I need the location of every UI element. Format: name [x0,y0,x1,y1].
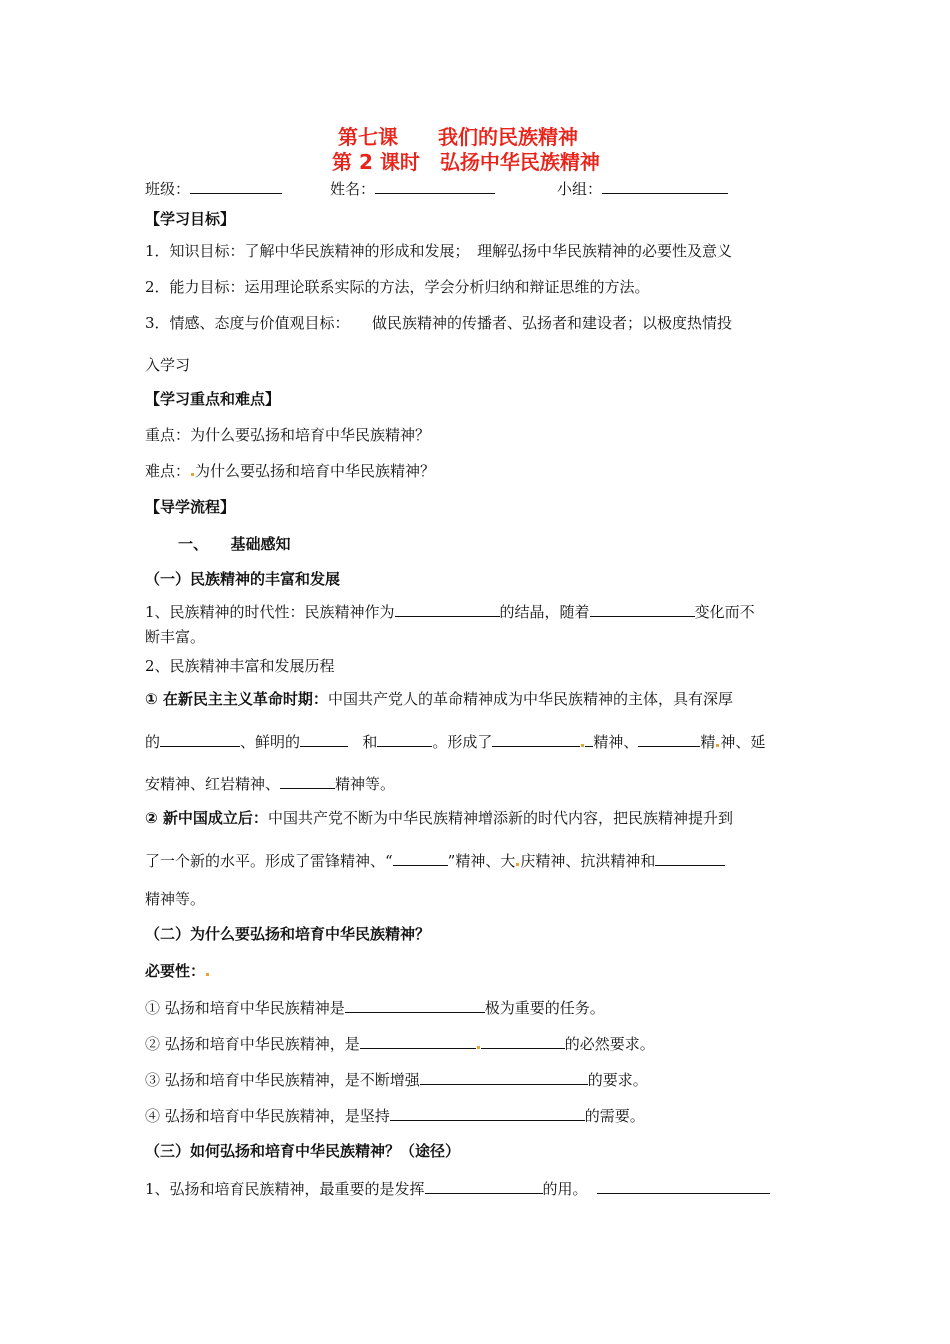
text: 精 [700,733,716,751]
blank[interactable] [655,850,725,866]
blank[interactable] [492,731,580,747]
text: 中国共产党人的革命精神成为中华民族精神的主体，具有深厚 [327,690,733,708]
difficulty-label: 难点： [145,462,191,480]
blank[interactable] [377,731,432,747]
marker-dot [516,863,519,866]
text: 极为重要的任务。 [484,999,605,1017]
blank[interactable] [395,601,500,617]
text: 的要求。 [587,1071,648,1089]
keypoints-heading: 【学习重点和难点】 [145,390,281,408]
group-blank[interactable] [602,178,728,194]
lesson-title: 第七课 我们的民族精神 [338,125,578,149]
objective-3: 3．情感、态度与价值观目标： 做民族精神的传播者、弘扬者和建设者；以极度热情投 [145,314,733,332]
text: 精神等。 [335,775,396,793]
name-label: 姓名： [330,180,376,198]
blank[interactable] [597,1178,770,1194]
blank[interactable] [160,731,240,747]
guide-heading: 【导学流程】 [145,498,236,516]
necessity-3 [145,1069,648,1090]
marker-dot [581,744,584,747]
objective-3-cont: 入学习 [145,356,191,374]
focus-point: 重点：为什么要弘扬和培育中华民族精神？ [145,426,431,444]
class-field [145,178,282,199]
objective-2: 2．能力目标：运用理论联系实际的方法，学会分析归纳和辩证思维的方法。 [145,278,650,296]
text: 的需要。 [584,1107,645,1125]
text: 安精神、红岩精神、 [145,775,281,793]
sub2-heading: （二）为什么要弘扬和培育中华民族精神？ [145,925,431,943]
necessity-1 [145,997,605,1018]
period-label: ① 在新民主主义革命时期： [145,690,328,708]
blank[interactable] [481,1033,565,1049]
name-blank[interactable] [375,178,495,194]
text: 和 [362,733,378,751]
blank[interactable] [420,1069,588,1085]
class-label: 班级： [145,180,191,198]
sub1-p4 [145,731,765,752]
text: ”精神、大 [447,852,516,870]
blank[interactable] [345,997,485,1013]
blank[interactable] [280,773,335,789]
sub1-p3 [145,689,733,709]
necessity-4 [145,1105,645,1126]
text: ② 弘扬和培育中华民族精神，是 [145,1035,360,1053]
sub3-heading: （三）如何弘扬和培育中华民族精神？（途径） [145,1142,461,1160]
text: 了一个新的水平。形成了雷锋精神、“ [145,852,393,870]
difficulty-point [145,461,435,481]
marker-dot [477,1046,480,1049]
text: ① 弘扬和培育中华民族精神是 [145,999,345,1017]
text: ③ 弘扬和培育中华民族精神，是不断增强 [145,1071,420,1089]
text: 的 [145,733,161,751]
sub1-p1 [145,601,755,622]
section-1-heading: 一、 基础感知 [178,535,291,553]
difficulty-text: 为什么要弘扬和培育中华民族精神？ [195,462,436,480]
marker-dot [206,973,209,976]
sub1-p8: 精神等。 [145,890,206,908]
text: 精神、 [593,733,639,751]
text: 中国共产党不断为中华民族精神增添新的时代内容，把民族精神提升到 [267,809,733,827]
text: 1、弘扬和培育民族精神，最重要的是发挥 [145,1180,425,1198]
text: 、鲜明的 [240,733,301,751]
name-field [330,178,495,199]
blank[interactable] [590,601,695,617]
sub1-p2: 2、民族精神丰富和发展历程 [145,657,335,675]
blank[interactable] [390,1105,585,1121]
way-1 [145,1178,770,1199]
blank[interactable] [638,731,700,747]
sub1-heading: （一）民族精神的丰富和发展 [145,570,341,588]
class-blank[interactable] [190,178,282,194]
text: ④ 弘扬和培育中华民族精神，是坚持 [145,1107,390,1125]
group-field [557,178,728,199]
blank[interactable] [425,1178,543,1194]
sub1-p6 [145,808,733,828]
text: 的结晶，随着 [499,603,590,621]
necessity-2 [145,1033,655,1054]
necessity-label [145,961,210,981]
blank[interactable] [300,731,348,747]
lesson-subtitle [332,149,600,175]
text: 庆精神、抗洪精神和 [520,852,656,870]
marker-dot [191,473,194,476]
objective-1: 1．知识目标：了解中华民族精神的形成和发展； 理解弘扬中华民族精神的必要性及意义 [145,242,733,260]
sub1-p1-cont: 断丰富。 [145,628,206,646]
blank[interactable] [393,850,448,866]
blank[interactable] [360,1033,476,1049]
marker-dot [716,744,719,747]
text: 。形成了 [432,733,493,751]
subtitle-text: 第 2 课时 弘扬中华民族精神 [332,150,600,174]
group-label: 小组： [557,180,603,198]
text: 的用。 [542,1180,588,1198]
text: 变化而不 [694,603,755,621]
text: 必要性： [145,962,206,980]
text: 的必然要求。 [564,1035,655,1053]
text: 神、延 [720,733,766,751]
text: 1、民族精神的时代性：民族精神作为 [145,603,395,621]
period-label: ② 新中国成立后： [145,809,268,827]
sub1-p7 [145,850,725,871]
objectives-heading: 【学习目标】 [145,210,236,228]
sub1-p5 [145,773,395,794]
